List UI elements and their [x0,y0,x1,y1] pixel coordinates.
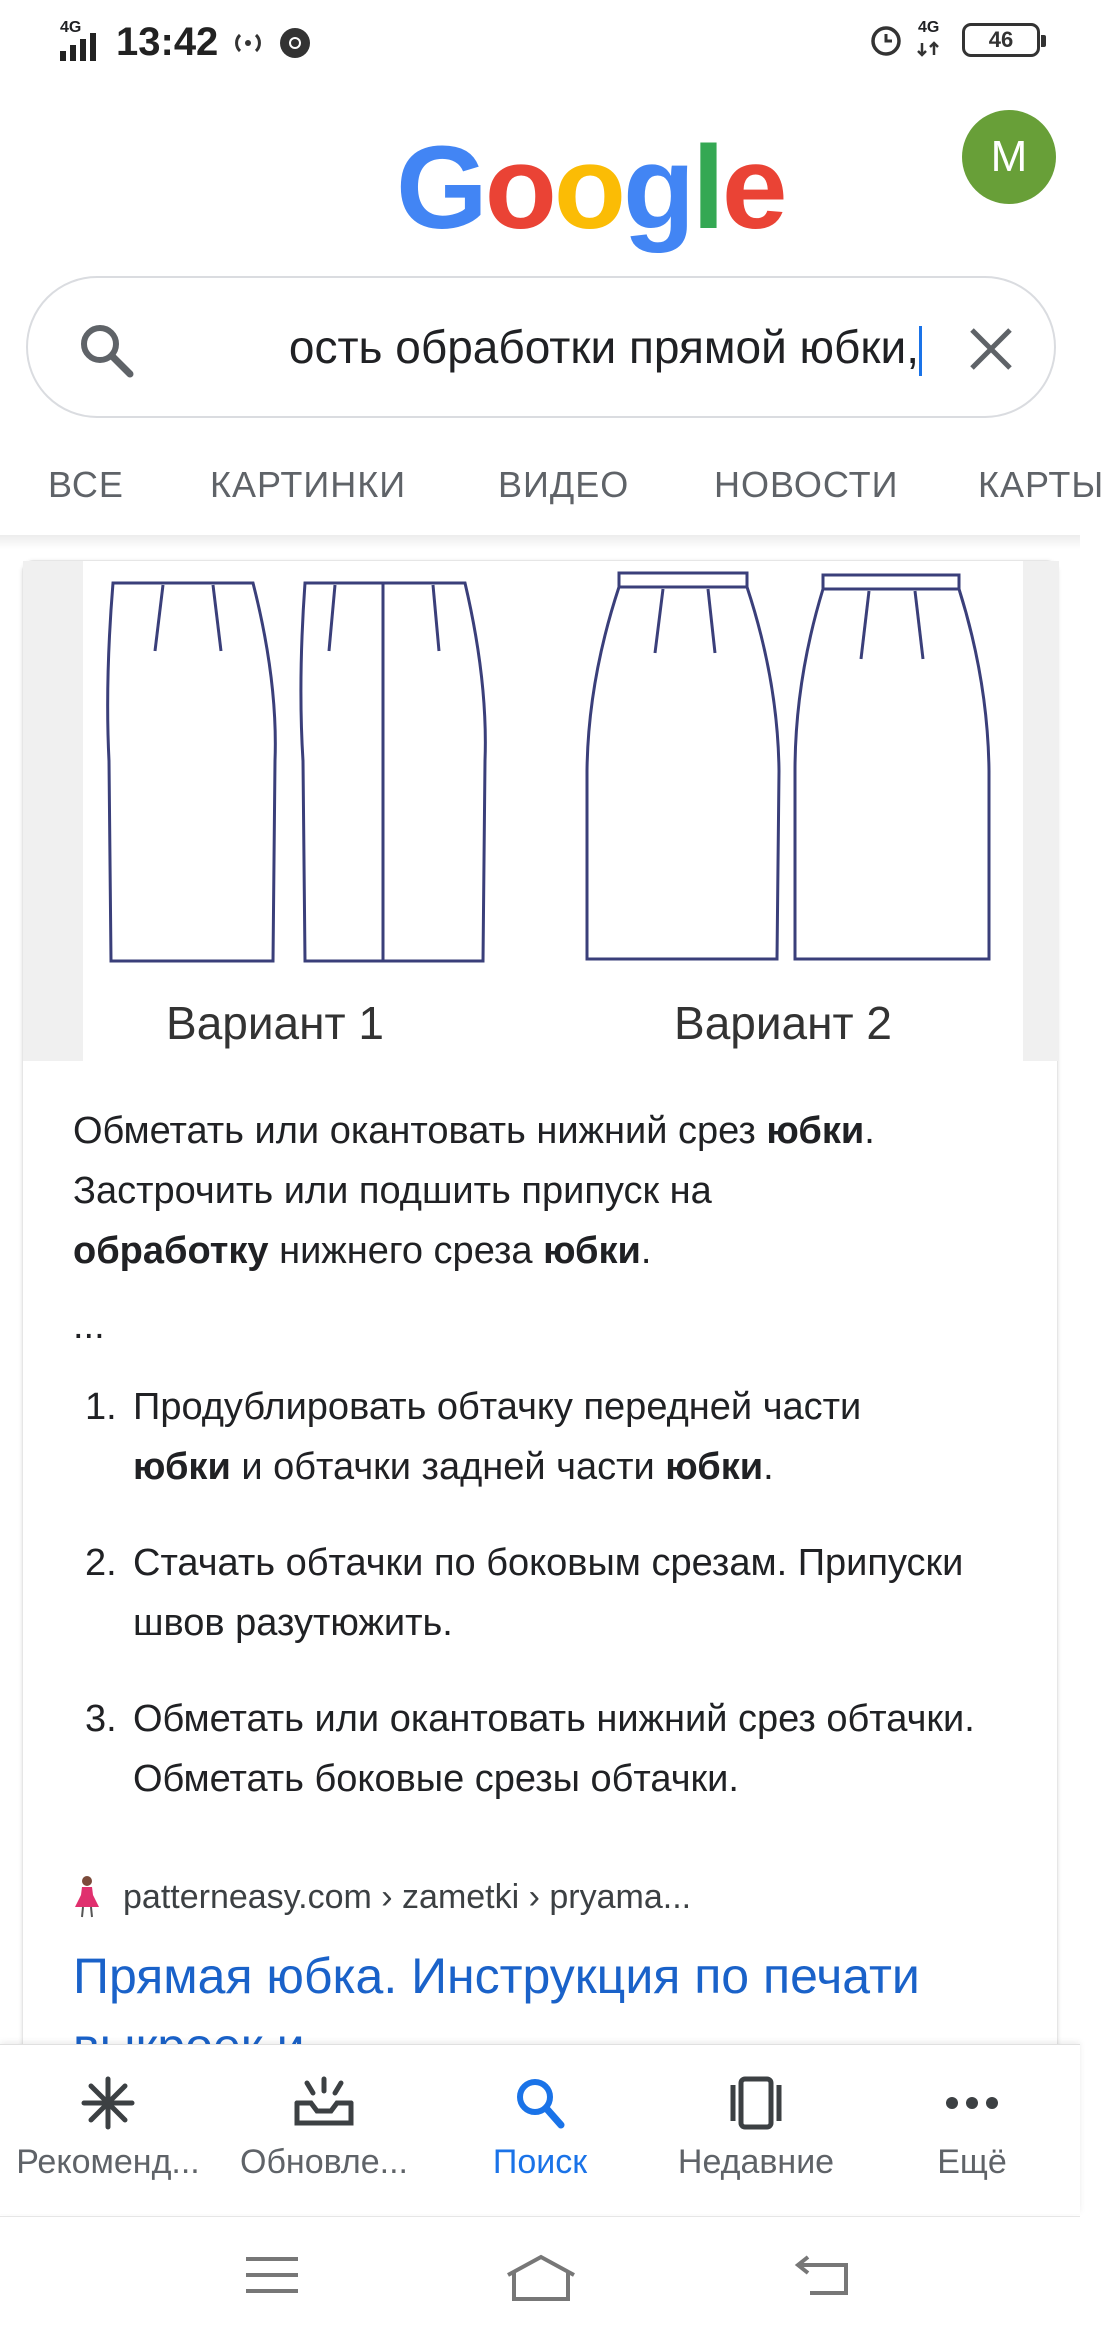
nav-label: Поиск [492,2143,588,2181]
search-icon [505,2073,575,2133]
step-text: Стачать обтачки по боковым срезам. Припуски швов разутюжить. [133,1542,964,1644]
logo-letter: e [721,122,785,254]
snippet-ellipsis: ... [73,1305,105,1347]
clock: 13:42 [116,20,219,64]
list-item [73,1689,1033,1809]
avatar[interactable] [962,110,1056,204]
para-text: . [640,1230,652,1272]
system-navigation-bar [0,2216,1080,2340]
nav-item-recommendations[interactable] [0,2045,216,2215]
signal-icon [60,18,104,61]
nav-item-updates[interactable] [216,2045,432,2215]
hotspot-icon [230,28,266,58]
logo-letter: g [622,122,693,254]
nav-label: Недавние [677,2143,835,2181]
more-icon [937,2073,1007,2133]
tab-maps[interactable]: КАРТЫ [978,464,1104,505]
source-url: patterneasy.com › zametki › pryama... [123,1877,692,1916]
step-bold: юбки [665,1446,764,1488]
tab-all[interactable]: ВСЕ [48,464,124,505]
avatar-letter: M [990,132,1028,181]
nav-label: Рекоменд... [16,2143,200,2181]
para-bold: юбки [543,1230,641,1272]
source-line[interactable] [73,1875,691,1919]
snippet-paragraph [73,1101,1033,1281]
para-bold: юбки [766,1110,865,1152]
text-caret [919,326,922,376]
search-query: ость обработки прямой юбки, [288,321,919,373]
caption-variant-1: Вариант 1 [166,997,384,1049]
logo-letter: G [396,122,485,254]
network-indicator [918,19,948,57]
step-text: и обтачки задней части [230,1446,666,1488]
status-bar [0,0,1080,84]
nav-item-more[interactable] [864,2045,1080,2215]
tab-images[interactable]: КАРТИНКИ [210,464,407,505]
list-number: 1. [85,1386,117,1428]
result-title-link[interactable]: Прямая юбка. Инструкция по печати [73,1948,920,2004]
search-tabs [0,440,1104,530]
logo-letter: o [484,122,554,254]
menu-icon[interactable] [244,2253,300,2297]
updates-icon [289,2073,359,2133]
para-bold: обработку [73,1230,269,1272]
google-logo [396,120,785,256]
steps-list [73,1377,1033,1845]
step-text: Продублировать обтачку передней части [133,1386,862,1428]
search-icon[interactable] [76,320,136,380]
tab-news[interactable]: НОВОСТИ [714,464,899,505]
back-icon[interactable] [796,2253,852,2297]
snippet-image[interactable] [23,561,1059,1061]
network-right-label: 4G [918,19,940,36]
tab-video[interactable]: ВИДЕО [498,464,630,505]
para-text: Обметать или окантовать нижний срез [73,1110,767,1152]
list-item [73,1377,1033,1497]
recent-icon [721,2073,791,2133]
chrome-icon [278,26,312,60]
para-text: Застрочить или подшить припуск на [73,1170,712,1212]
battery-level: 46 [988,27,1014,52]
nav-item-recent[interactable] [648,2045,864,2215]
bottom-navigation [0,2044,1080,2214]
tabs-divider [0,535,1080,549]
list-number: 2. [85,1542,117,1584]
close-icon[interactable] [968,326,1014,372]
step-text: . [763,1446,774,1488]
featured-snippet-card [22,560,1058,2060]
logo-letter: o [553,122,623,254]
network-type: 4G [60,18,82,36]
para-text: нижнего среза [268,1230,544,1272]
caption-variant-2: Вариант 2 [674,997,892,1049]
asterisk-icon [73,2073,143,2133]
step-bold: юбки [133,1446,231,1488]
para-text: . [864,1110,875,1152]
home-icon[interactable] [504,2253,578,2303]
battery-indicator [962,23,1040,57]
nav-label: Обновле... [240,2143,408,2181]
list-item [73,1533,1033,1653]
logo-letter: l [692,122,722,254]
site-favicon [73,1875,101,1919]
search-box[interactable] [26,276,1056,418]
step-text: Обметать или окантовать нижний срез обтачки. Обметать боковые срезы обтачки. [133,1698,975,1800]
list-number: 3. [85,1698,117,1740]
nav-item-search[interactable] [432,2045,648,2215]
alarm-icon [868,22,904,58]
search-input[interactable] [242,320,922,380]
nav-label: Ещё [937,2143,1007,2181]
